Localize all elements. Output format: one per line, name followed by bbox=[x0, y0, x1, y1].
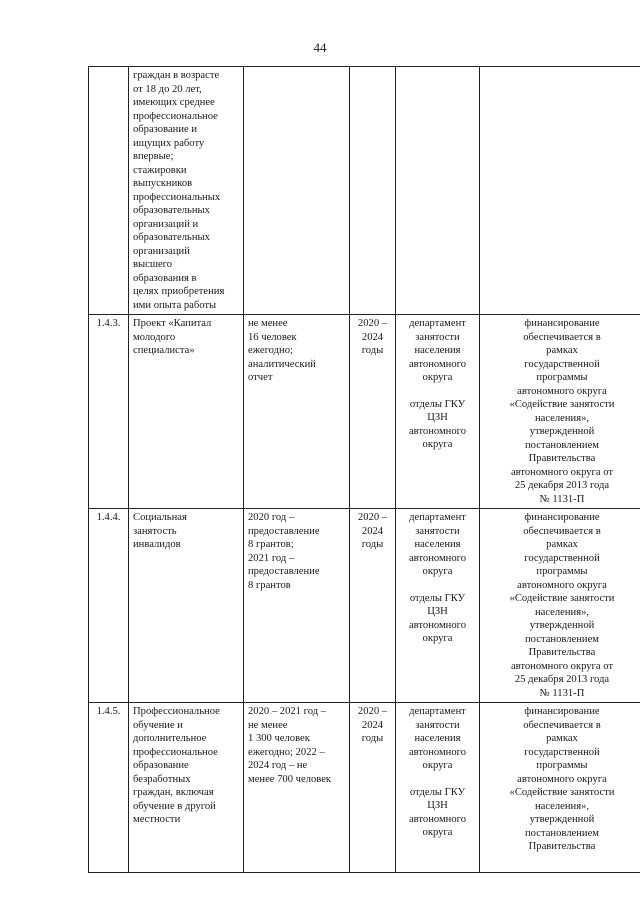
financing-text-line: автономного округа bbox=[517, 385, 607, 397]
measure-text-line: граждан в возрасте bbox=[133, 70, 220, 81]
measure-text-line: безработных bbox=[133, 773, 191, 785]
measure-text-line: образовательных bbox=[133, 205, 210, 216]
result-text-line: аналитический bbox=[248, 358, 316, 370]
financing-text-line: утвержденной bbox=[529, 426, 595, 437]
executor-text-line: занятости bbox=[415, 525, 460, 537]
measure-text-line: обучение в другой bbox=[133, 800, 216, 812]
measure-text-line: Профессиональное bbox=[133, 706, 220, 717]
measure-text-line: организаций и bbox=[133, 218, 199, 230]
financing-text-line: программы bbox=[536, 566, 588, 577]
measure-text-line: ищущих работу bbox=[133, 137, 205, 149]
financing-cell bbox=[480, 315, 640, 509]
financing-text-line: автономного округа от bbox=[510, 466, 614, 478]
executor-text-line: отделы ГКУ bbox=[409, 398, 466, 410]
measure-cell bbox=[129, 703, 244, 873]
financing-text-line: программы bbox=[536, 760, 588, 771]
executor-cell bbox=[396, 703, 480, 873]
result-text-line: 8 грантов bbox=[248, 579, 291, 591]
executor-text-line: департамент bbox=[409, 706, 466, 717]
result-text-line: ежегодно; 2022 – bbox=[248, 746, 325, 758]
financing-text-line: финансирование bbox=[524, 318, 600, 329]
executor-text-line: округа bbox=[422, 439, 453, 450]
financing-text-line: утвержденной bbox=[529, 620, 595, 631]
measure-text-line: целях приобретения bbox=[133, 286, 225, 297]
row-number-cell bbox=[89, 67, 129, 315]
executor-text-line: автономного bbox=[408, 746, 467, 758]
result-text-line: 1 300 человек bbox=[248, 733, 310, 744]
executor-text-line: ЦЗН bbox=[427, 412, 448, 423]
measure-text-line: специалиста» bbox=[133, 345, 195, 356]
years-text-line: годы bbox=[361, 539, 384, 550]
executor-text-line: округа bbox=[422, 372, 453, 383]
measure-text-line: высшего bbox=[133, 259, 173, 270]
measure-cell bbox=[129, 67, 244, 315]
executor-gap bbox=[400, 773, 475, 786]
measure-cell bbox=[129, 315, 244, 509]
executor-text-line: населения bbox=[414, 733, 461, 744]
executor-text-line: отделы ГКУ bbox=[409, 786, 466, 798]
measure-text-line: профессиональное bbox=[133, 110, 218, 122]
financing-text-line: утвержденной bbox=[529, 814, 595, 825]
financing-text-line: 25 декабря 2013 года bbox=[514, 480, 610, 491]
result-text-line: отчет bbox=[248, 372, 273, 383]
executor-text-line: населения bbox=[414, 345, 461, 356]
financing-text-line: рамках bbox=[546, 733, 578, 744]
executor-text-line: округа bbox=[422, 633, 453, 644]
financing-text-line: государственной bbox=[524, 358, 600, 370]
financing-text-line: финансирование bbox=[524, 512, 600, 523]
row-number-cell: 1.4.5. bbox=[89, 703, 129, 873]
executor-text-line: автономного bbox=[408, 552, 467, 564]
financing-text-line: населения», bbox=[534, 800, 590, 812]
measure-text-line: местности bbox=[133, 814, 181, 825]
years-text-line: 2024 bbox=[361, 719, 384, 731]
executor-text-line: ЦЗН bbox=[427, 800, 448, 811]
measure-text-line: занятость bbox=[133, 525, 177, 537]
financing-text-line: постановлением bbox=[525, 633, 599, 645]
financing-text-line: Правительства bbox=[528, 453, 596, 464]
result-cell bbox=[244, 703, 350, 873]
result-cell bbox=[244, 509, 350, 703]
years-text-line: 2020 – bbox=[357, 706, 388, 717]
years-cell bbox=[350, 67, 396, 315]
measure-text-line: Социальная bbox=[133, 512, 187, 523]
executor-text-line: автономного bbox=[408, 813, 467, 825]
financing-text-line: постановлением bbox=[525, 439, 599, 451]
result-text-line: не менее bbox=[248, 318, 288, 329]
years-text-line: годы bbox=[361, 345, 384, 356]
executor-text-line: населения bbox=[414, 539, 461, 550]
executor-text-line: автономного bbox=[408, 358, 467, 370]
years-cell bbox=[350, 703, 396, 873]
table-row bbox=[89, 703, 640, 873]
executor-gap bbox=[400, 579, 475, 592]
financing-text-line: обеспечивается в bbox=[523, 331, 601, 343]
financing-text-line: «Содействие занятости bbox=[509, 593, 615, 604]
financing-text-line: государственной bbox=[524, 746, 600, 758]
executor-text-line: департамент bbox=[409, 512, 466, 523]
measure-text-line: молодого bbox=[133, 331, 176, 343]
years-text-line: 2020 – bbox=[357, 512, 388, 523]
measure-text-line: организаций bbox=[133, 245, 190, 257]
measure-text-line: имеющих среднее bbox=[133, 97, 215, 108]
measure-text-line: ими опыта работы bbox=[133, 299, 217, 311]
financing-text-line: 25 декабря 2013 года bbox=[514, 674, 610, 685]
result-text-line: предоставление bbox=[248, 525, 320, 537]
table-row bbox=[89, 315, 640, 509]
years-text-line: 2024 bbox=[361, 525, 384, 537]
result-text-line: не менее bbox=[248, 719, 288, 731]
financing-text-line: Правительства bbox=[528, 647, 596, 658]
executor-text-line: отделы ГКУ bbox=[409, 592, 466, 604]
row-number-cell: 1.4.3. bbox=[89, 315, 129, 509]
result-text-line: менее 700 человек bbox=[248, 773, 332, 785]
measure-text-line: Проект «Капитал bbox=[133, 318, 212, 329]
years-text-line: годы bbox=[361, 733, 384, 744]
measures-table bbox=[88, 66, 640, 873]
financing-text-line: обеспечивается в bbox=[523, 525, 601, 537]
years-text-line: 2024 bbox=[361, 331, 384, 343]
executor-text-line: округа bbox=[422, 760, 453, 771]
financing-text-line: «Содействие занятости bbox=[509, 399, 615, 410]
financing-text-line: Правительства bbox=[528, 841, 596, 852]
table-row bbox=[89, 509, 640, 703]
financing-text-line: населения», bbox=[534, 412, 590, 424]
measure-text-line: обучение и bbox=[133, 719, 183, 731]
page-number: 44 bbox=[313, 40, 327, 55]
financing-text-line: государственной bbox=[524, 552, 600, 564]
executor-text-line: занятости bbox=[415, 719, 460, 731]
financing-cell bbox=[480, 67, 640, 315]
measure-text-line: образования в bbox=[133, 272, 197, 284]
executor-cell bbox=[396, 315, 480, 509]
executor-text-line: округа bbox=[422, 827, 453, 838]
financing-cell bbox=[480, 703, 640, 873]
financing-text-line: финансирование bbox=[524, 706, 600, 717]
measure-text-line: образовательных bbox=[133, 232, 210, 243]
financing-text-line: № 1131-П bbox=[539, 687, 585, 699]
years-cell bbox=[350, 509, 396, 703]
result-text-line: 2020 год – bbox=[248, 512, 295, 523]
executor-cell bbox=[396, 67, 480, 315]
measure-text-line: от 18 до 20 лет, bbox=[133, 83, 202, 95]
result-text-line: 2024 год – не bbox=[248, 760, 308, 771]
measure-text-line: дополнительное bbox=[133, 733, 207, 744]
result-cell bbox=[244, 315, 350, 509]
measure-text-line: профессиональных bbox=[133, 191, 221, 203]
measure-text-line: профессиональное bbox=[133, 746, 218, 758]
table-row bbox=[89, 67, 640, 315]
financing-text-line: рамках bbox=[546, 345, 578, 356]
executor-cell bbox=[396, 509, 480, 703]
financing-text-line: автономного округа bbox=[517, 579, 607, 591]
result-text-line: 16 человек bbox=[248, 331, 297, 343]
result-text-line: 8 грантов; bbox=[248, 539, 294, 550]
financing-text-line: рамках bbox=[546, 539, 578, 550]
measure-text-line: образование bbox=[133, 760, 189, 771]
result-cell bbox=[244, 67, 350, 315]
measure-text-line: впервые; bbox=[133, 151, 174, 162]
executor-text-line: занятости bbox=[415, 331, 460, 343]
executor-text-line: ЦЗН bbox=[427, 606, 448, 617]
result-text-line: ежегодно; bbox=[248, 345, 293, 356]
financing-text-line: населения», bbox=[534, 606, 590, 618]
financing-text-line: обеспечивается в bbox=[523, 719, 601, 731]
financing-text-line: постановлением bbox=[525, 827, 599, 839]
years-cell bbox=[350, 315, 396, 509]
executor-gap bbox=[400, 385, 475, 398]
measure-cell bbox=[129, 509, 244, 703]
row-number-cell: 1.4.4. bbox=[89, 509, 129, 703]
financing-text-line: № 1131-П bbox=[539, 493, 585, 505]
measure-text-line: граждан, включая bbox=[133, 787, 214, 798]
result-text-line: предоставление bbox=[248, 566, 320, 577]
financing-text-line: автономного округа bbox=[517, 773, 607, 785]
executor-text-line: департамент bbox=[409, 318, 466, 329]
result-text-line: 2021 год – bbox=[248, 552, 295, 564]
financing-text-line: «Содействие занятости bbox=[509, 787, 615, 798]
financing-text-line: автономного округа от bbox=[510, 660, 614, 672]
financing-text-line: программы bbox=[536, 372, 588, 383]
executor-text-line: автономного bbox=[408, 619, 467, 631]
measures-table-body bbox=[89, 67, 640, 873]
financing-cell bbox=[480, 509, 640, 703]
measure-text-line: образование и bbox=[133, 124, 198, 135]
executor-text-line: округа bbox=[422, 566, 453, 577]
executor-text-line: автономного bbox=[408, 425, 467, 437]
measure-text-line: инвалидов bbox=[133, 539, 181, 550]
years-text-line: 2020 – bbox=[357, 318, 388, 329]
measure-text-line: стажировки bbox=[133, 164, 187, 176]
result-text-line: 2020 – 2021 год – bbox=[248, 706, 327, 717]
measure-text-line: выпускников bbox=[133, 178, 193, 189]
